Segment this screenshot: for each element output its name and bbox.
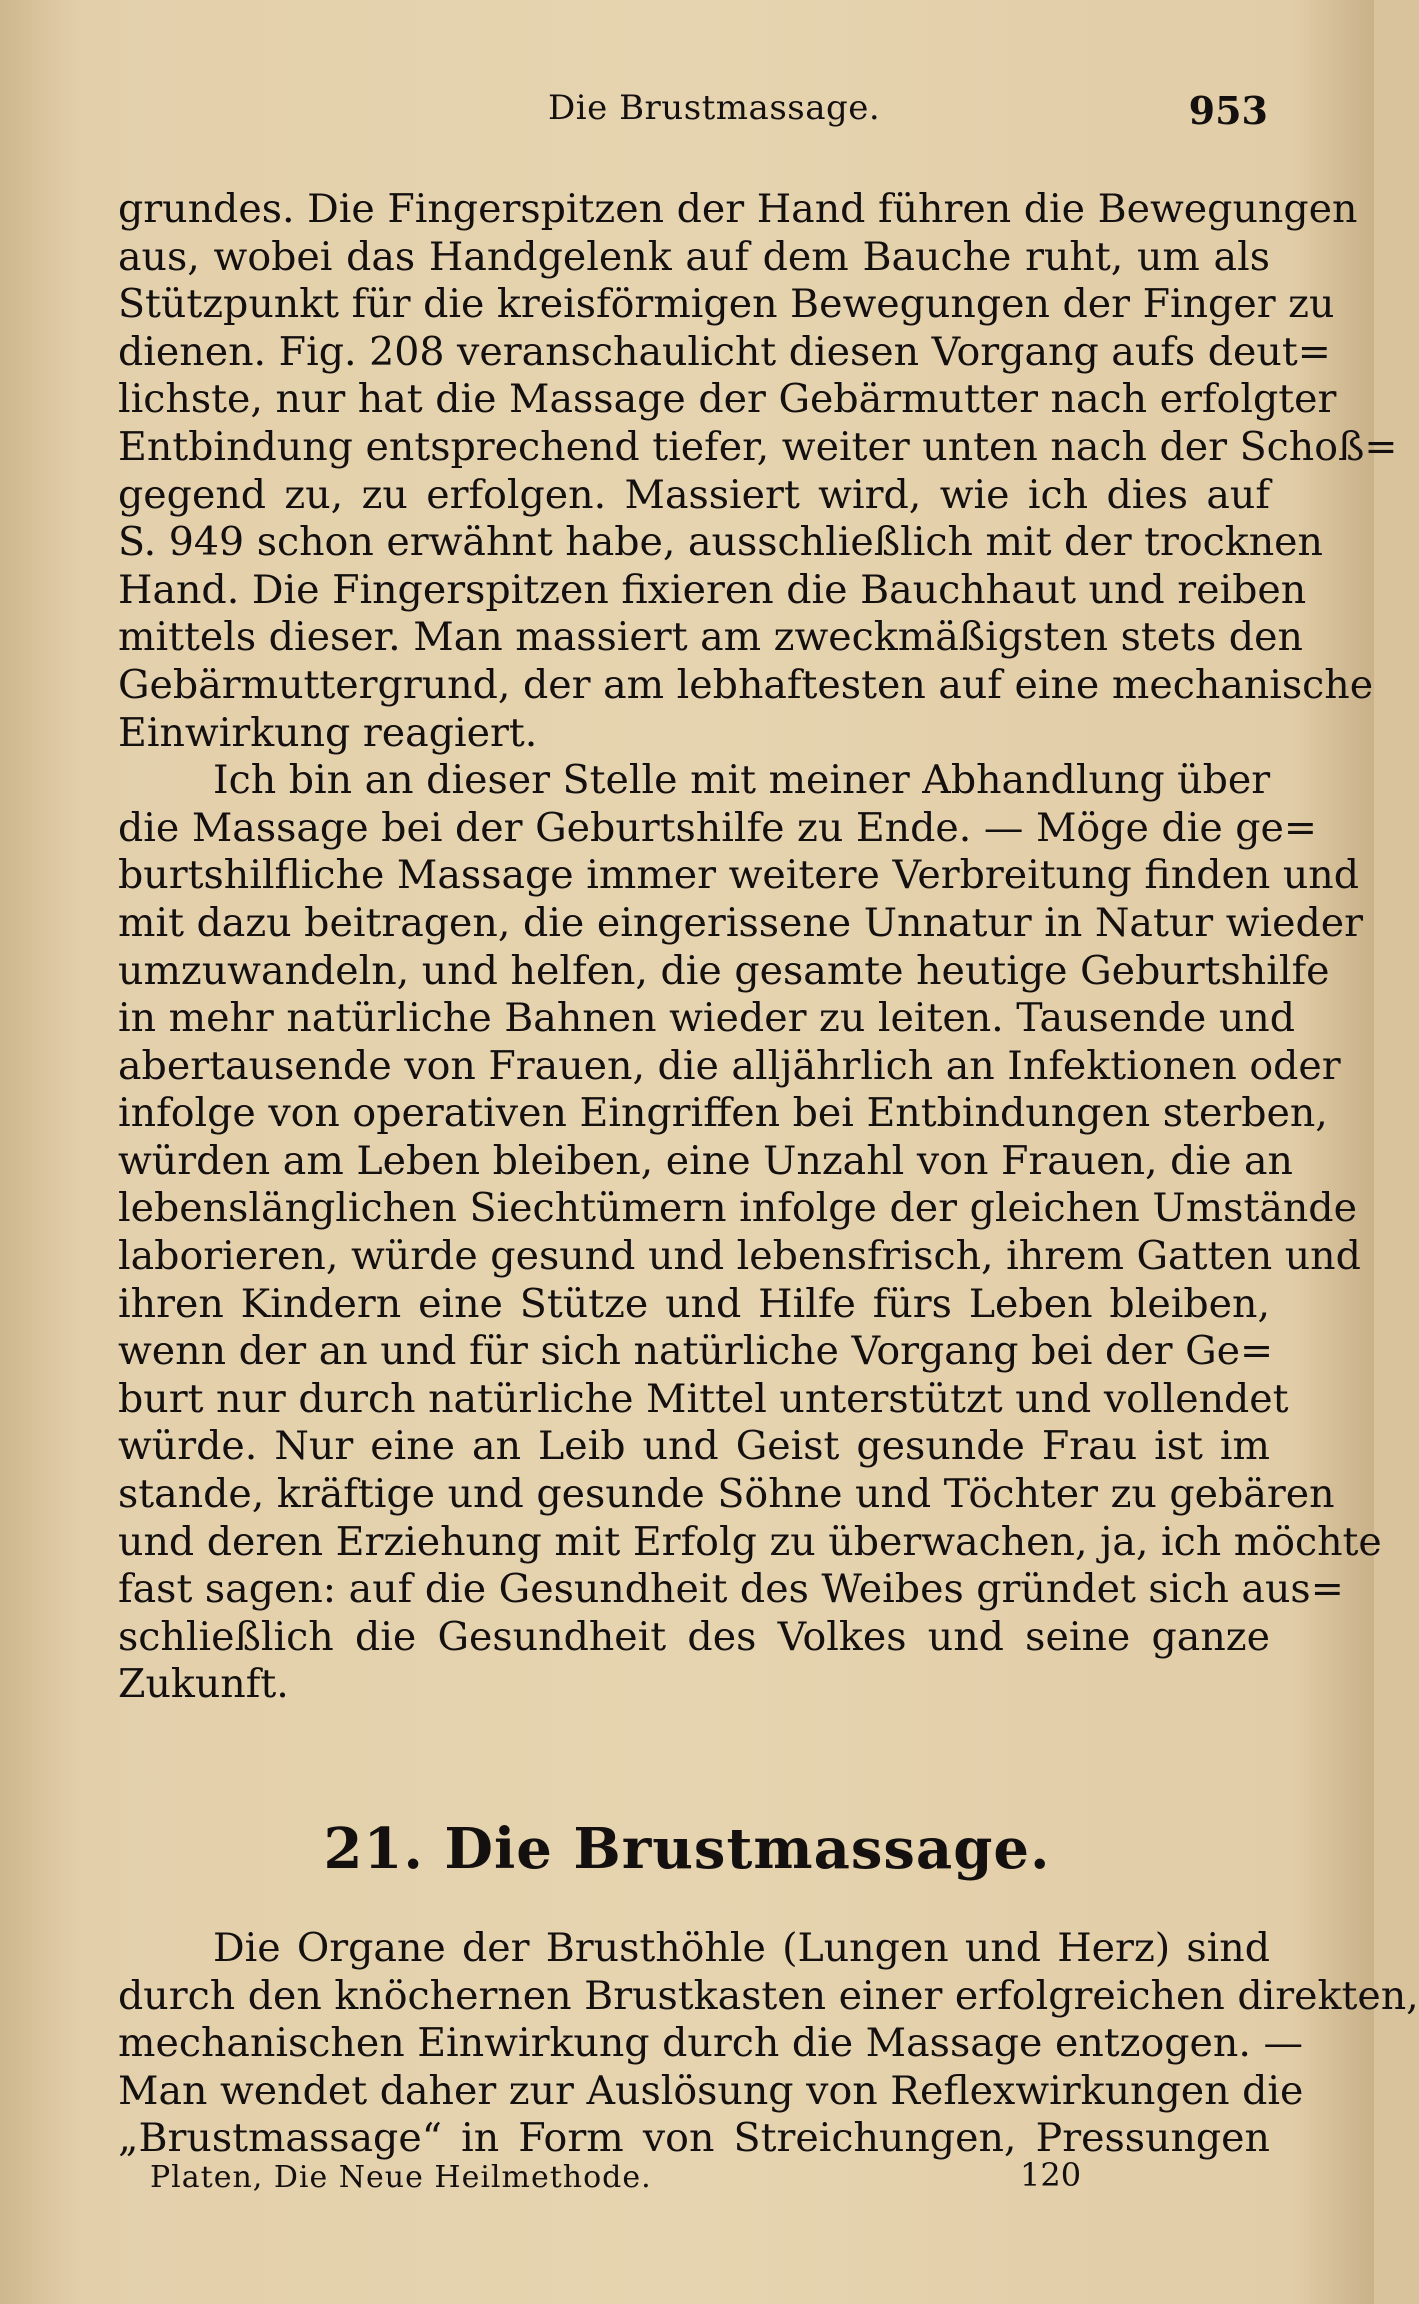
signature-mark: 120 bbox=[1020, 2156, 1082, 2194]
text-line: mittels dieser. Man massiert am zweckmäßigsten stets den bbox=[118, 614, 1303, 661]
text-line: wenn der an und für sich natürliche Vorgang bei der Ge= bbox=[118, 1328, 1274, 1375]
paragraph bbox=[118, 186, 1398, 757]
page-footer bbox=[150, 2156, 1270, 2210]
text-line: Entbindung entsprechend tiefer, weiter unten nach der Schoß= bbox=[118, 423, 1398, 470]
text-line: S. 949 schon erwähnt habe, ausschließlich mit der trocknen bbox=[118, 519, 1323, 566]
text-line: Gebärmuttergrund, der am lebhaftesten auf eine mechanische bbox=[118, 661, 1374, 708]
section-text bbox=[118, 1925, 1419, 2163]
text-line: mechanischen Einwirkung durch die Massage entzogen. — bbox=[118, 2020, 1303, 2067]
text-line: würden am Leben bleiben, eine Unzahl von Frauen, die an bbox=[118, 1137, 1293, 1184]
text-line: burt nur durch natürliche Mittel unterstützt und vollendet bbox=[118, 1375, 1289, 1422]
text-line: Stützpunkt für die kreisförmigen Bewegungen der Finger zu bbox=[118, 281, 1335, 328]
text-line: „Brustmassage“ in Form von Streichungen, Pressungen bbox=[118, 2115, 1270, 2162]
text-line: Einwirkung reagiert. bbox=[118, 709, 538, 756]
text-line: mit dazu beitragen, die eingerissene Unnatur in Natur wieder bbox=[118, 899, 1364, 946]
text-line: und deren Erziehung mit Erfolg zu überwachen, ja, ich möchte bbox=[118, 1518, 1382, 1565]
text-line: fast sagen: auf die Gesundheit des Weibes gründet sich aus= bbox=[118, 1566, 1344, 1613]
text-line: Hand. Die Fingerspitzen fixieren die Bauchhaut und reiben bbox=[118, 566, 1307, 613]
text-line: schließlich die Gesundheit des Volkes und seine ganze bbox=[118, 1613, 1270, 1660]
text-line: dienen. Fig. 208 veranschaulicht diesen Vorgang aufs deut= bbox=[118, 328, 1331, 375]
text-line: lichste, nur hat die Massage der Gebärmutter nach erfolgter bbox=[118, 376, 1337, 423]
text-line: Man wendet daher zur Auslösung von Reflexwirkungen die bbox=[118, 2067, 1304, 2114]
text-line: ihren Kindern eine Stütze und Hilfe fürs Leben bleiben, bbox=[118, 1280, 1270, 1327]
text-line: Die Organe der Brusthöhle (Lungen und Herz) sind bbox=[213, 1925, 1270, 1971]
text-line: infolge von operativen Eingriffen bei Entbindungen sterben, bbox=[118, 1090, 1328, 1137]
text-line: grundes. Die Fingerspitzen der Hand führen die Bewegungen bbox=[118, 186, 1358, 232]
page-number: 953 bbox=[1188, 88, 1268, 133]
text-line: Zukunft. bbox=[118, 1661, 289, 1708]
running-head bbox=[118, 88, 1268, 148]
text-line: burtshilfliche Massage immer weitere Verbreitung finden und bbox=[118, 852, 1360, 899]
text-line: gegend zu, zu erfolgen. Massiert wird, wie ich dies auf bbox=[118, 471, 1270, 518]
text-line: umzuwandeln, und helfen, die gesamte heutige Geburtshilfe bbox=[118, 947, 1330, 994]
text-line: die Massage bei der Geburtshilfe zu Ende. — Möge die ge= bbox=[118, 804, 1318, 851]
text-line: lebenslänglichen Siechtümern infolge der gleichen Umstände bbox=[118, 1185, 1357, 1232]
text-line: stande, kräftige und gesunde Söhne und Töchter zu gebären bbox=[118, 1471, 1335, 1518]
text-line: durch den knöchernen Brustkasten einer erfolgreichen direkten, bbox=[118, 1972, 1419, 2019]
text-line: in mehr natürliche Bahnen wieder zu leiten. Tausende und bbox=[118, 995, 1296, 1042]
footer-book-title: Platen, Die Neue Heilmethode. bbox=[150, 2160, 652, 2195]
text-line: Ich bin an dieser Stelle mit meiner Abhandlung über bbox=[213, 757, 1271, 804]
text-line: abertausende von Frauen, die alljährlich an Infektionen oder bbox=[118, 1042, 1341, 1089]
section-heading: 21. Die Brustmassage. bbox=[323, 1816, 1051, 1882]
running-title: Die Brustmassage. bbox=[548, 88, 881, 128]
text-line: laborieren, würde gesund und lebensfrisch, ihrem Gatten und bbox=[118, 1233, 1361, 1280]
paragraph bbox=[118, 757, 1382, 1709]
text-line: würde. Nur eine an Leib und Geist gesunde Frau ist im bbox=[118, 1423, 1270, 1470]
body-text bbox=[118, 186, 1398, 1709]
text-line: aus, wobei das Handgelenk auf dem Bauche ruht, um als bbox=[118, 233, 1270, 280]
